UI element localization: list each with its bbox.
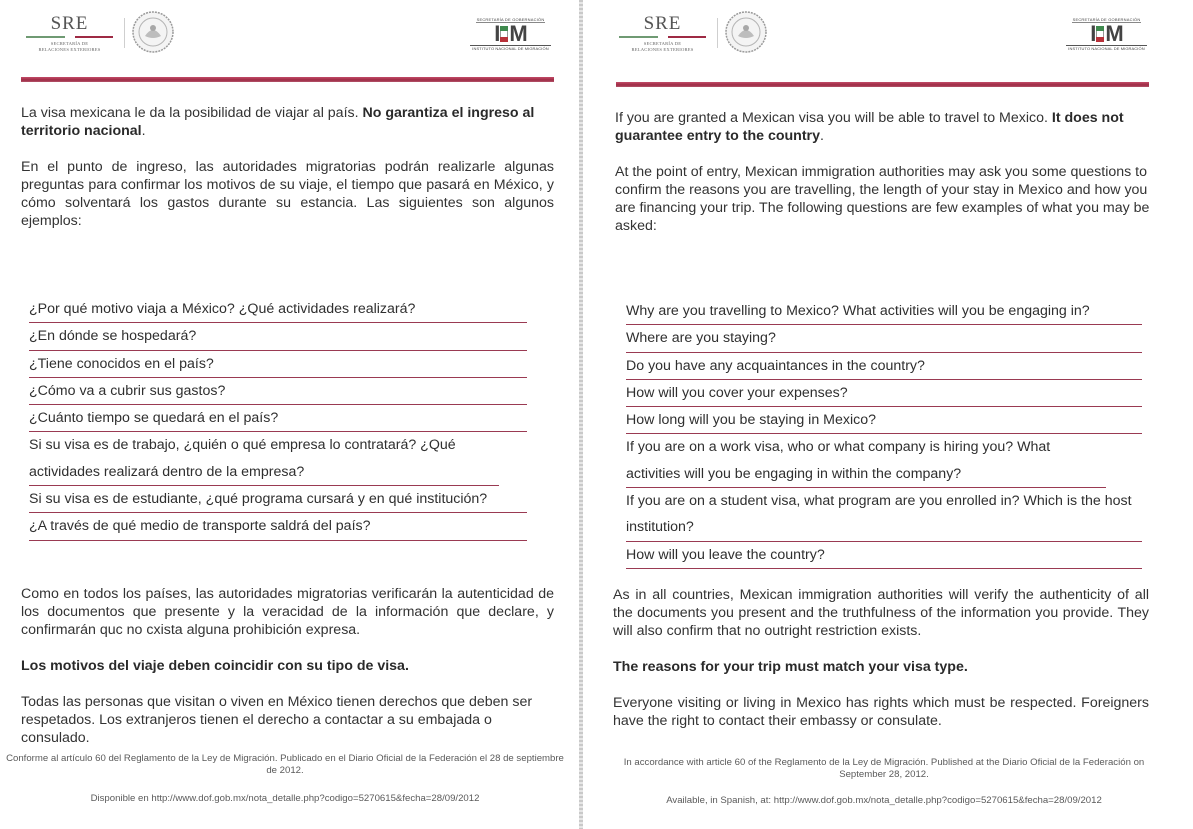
intro-paragraph <box>615 109 1147 145</box>
coat-of-arms-seal-icon <box>724 10 768 54</box>
header-rule <box>616 82 1149 87</box>
question-list <box>29 296 527 541</box>
intro-bold-text: No garantiza el ingreso al territorio nacional <box>21 105 535 139</box>
source-link[interactable]: Disponible en http://www.dof.gob.mx/nota_detalle.php?codigo=5270615&fecha=28/09/2012 <box>90 793 480 804</box>
intro-end: . <box>141 123 146 139</box>
question-item: How will you cover your expenses? <box>626 380 1142 407</box>
source-link[interactable]: Available, in Spanish, at: http://www.dof.gob.mx/nota_detalle.php?codigo=5270615&fecha=28/09/2012 <box>666 795 1102 806</box>
question-item: ¿En dónde se hospedará? <box>29 323 527 350</box>
intro-text: La visa mexicana le da la posibilidad de viajar al país. <box>21 105 363 121</box>
legal-footnote: In accordance with article 60 of the Reglamento de la Ley de Migración. Published at the Diario Oficial de la Federación on September 28, 2012. <box>623 757 1145 780</box>
inm-logo <box>1064 17 1149 51</box>
question-item: Si su visa es de estudiante, ¿qué programa cursará y en qué institución? <box>29 486 527 513</box>
sre-logo-title: SRE <box>50 13 89 34</box>
intro-bold-text: It does not guarantee entry to the country <box>615 110 1124 144</box>
question-item: ¿Cómo va a cubrir sus gastos? <box>29 378 527 405</box>
intro-text: If you are granted a Mexican visa you will be able to travel to Mexico. <box>615 110 1052 126</box>
inm-flag-icon <box>1096 26 1104 42</box>
logo-separator <box>124 18 125 48</box>
question-item: How long will you be staying in Mexico? <box>626 407 1142 434</box>
question-item: ¿A través de qué medio de transporte saldrá del país? <box>29 513 527 540</box>
sre-logo-subtitle-1: SECRETARÍA DE <box>50 41 89 46</box>
verify-paragraph: As in all countries, Mexican immigration authorities will verify the authenticity of all the documents you present and the truthfulness of the information you provide. They will also confirm that no outright restriction exists. <box>613 587 1149 639</box>
rights-paragraph: Todas las personas que visitan o viven en México tienen derechos que deben ser respetados. Los extranjeros tienen el derecho a contactar a su embajada o consulado. <box>21 694 533 746</box>
verify-paragraph: Como en todos los países, las autoridades migratorias verificarán la autenticidad de los documentos que presente y la veracidad de la información que declare, y confirmarán quc no cxista alguna prohibición expresa. <box>21 586 554 638</box>
inm-logo-top-text: SECRETARÍA DE GOBERNACIÓN <box>1072 17 1141 22</box>
entry-paragraph: En el punto de ingreso, las autoridades migratorias podrán realizarle algunas preguntas para confirmar los motivos de su viaje, el tiempo que pasará en México, y cómo solventará los gastos durante su estancia. Las siguientes son algunos ejemplos: <box>21 159 554 229</box>
question-item: Do you have any acquaintances in the country? <box>626 353 1142 380</box>
sre-logo-subtitle-2: RELACIONES EXTERIORES <box>38 46 101 52</box>
question-item: Where are you staying? <box>626 325 1142 352</box>
coat-of-arms-seal-icon <box>131 10 175 54</box>
logo-separator <box>717 18 718 48</box>
sre-logo-rule <box>619 36 706 38</box>
intro-paragraph <box>21 104 554 140</box>
rights-paragraph: Everyone visiting or living in Mexico has rights which must be respected. Foreigners have the right to contact their embassy or consulate. <box>613 695 1149 729</box>
question-item: How will you leave the country? <box>626 542 1142 569</box>
header-rule <box>21 77 554 82</box>
inm-logo-letter-i: I <box>1090 21 1096 46</box>
visa-match-statement: Los motivos del viaje deben coincidir con su tipo de visa. <box>21 658 409 674</box>
sre-logo <box>615 14 710 52</box>
question-item: ¿Tiene conocidos en el país? <box>29 351 527 378</box>
question-item: Si su visa es de trabajo, ¿quién o qué empresa lo contratará? ¿Qué actividades realizará dentro de la empresa? <box>29 432 499 486</box>
question-item: ¿Por qué motivo viaja a México? ¿Qué actividades realizará? <box>29 296 527 323</box>
sre-logo-rule <box>26 36 113 38</box>
sre-logo-subtitle-1: SECRETARÍA DE <box>643 41 682 46</box>
inm-logo-letter-i: I <box>494 21 500 46</box>
intro-end: . <box>819 128 824 144</box>
visa-match-statement: The reasons for your trip must match your visa type. <box>613 659 968 675</box>
entry-paragraph: At the point of entry, Mexican immigration authorities may ask you some questions to confirm the reasons you are travelling, the length of your stay in Mexico and how you are financing your trip. The following questions are few examples of what you may be asked: <box>615 164 1150 234</box>
inm-logo <box>468 17 553 51</box>
spanish-page <box>0 0 578 829</box>
question-item: If you are on a work visa, who or what company is hiring you? What activities will you be engaging in within the company? <box>626 434 1106 488</box>
inm-logo-top-text: SECRETARÍA DE GOBERNACIÓN <box>476 17 545 22</box>
question-item: If you are on a student visa, what program are you enrolled in? Which is the host institution? <box>626 488 1142 542</box>
question-item: Why are you travelling to Mexico? What activities will you be engaging in? <box>626 298 1142 325</box>
inm-logo-letter-m: M <box>1105 21 1123 46</box>
sre-logo-subtitle-2: RELACIONES EXTERIORES <box>631 46 694 52</box>
sre-logo-title: SRE <box>643 13 682 34</box>
english-page <box>586 0 1193 829</box>
inm-logo-bottom-text: INSTITUTO NACIONAL DE MIGRACIÓN <box>1066 45 1147 51</box>
sre-logo <box>22 14 117 52</box>
inm-logo-bottom-text: INSTITUTO NACIONAL DE MIGRACIÓN <box>470 45 551 51</box>
question-item: ¿Cuánto tiempo se quedará en el país? <box>29 405 527 432</box>
page-fold-divider <box>579 0 583 829</box>
inm-logo-letter-m: M <box>509 21 527 46</box>
inm-flag-icon <box>500 26 508 42</box>
question-list <box>626 298 1142 569</box>
legal-footnote: Conforme al artículo 60 del Reglamento de la Ley de Migración. Publicado en el Diario Oficial de la Federación el 28 de septiembre de 2012. <box>6 753 564 776</box>
